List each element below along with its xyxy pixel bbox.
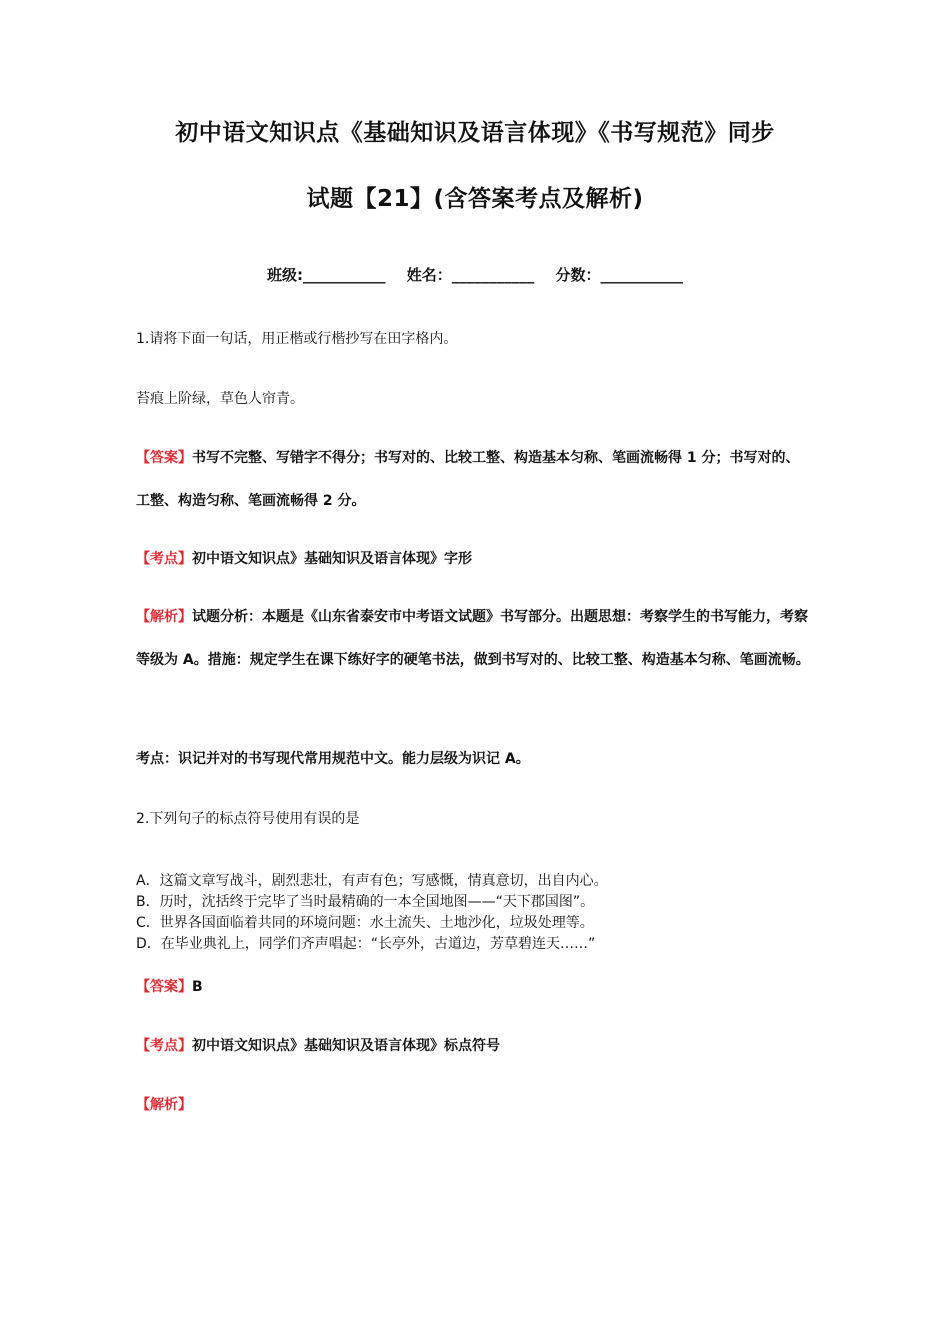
q1-prompt: 1.请将下面一句话，用正楷或行楷抄写在田字格内。 bbox=[136, 331, 458, 347]
q1-sentence: 苔痕上阶绿，草色人帘青。 bbox=[136, 391, 304, 407]
q2-answer-text: B bbox=[192, 979, 203, 995]
q2-analysis-tag: 【解析】 bbox=[136, 1097, 192, 1113]
q2-analysis bbox=[136, 1095, 826, 1115]
class-field: 班级:___________ bbox=[267, 266, 386, 284]
q1-analysis-tag: 【解析】 bbox=[136, 609, 192, 625]
q2-point bbox=[136, 1036, 826, 1056]
q1-analysis bbox=[136, 596, 811, 682]
q2-option-c: C．世界各国面临着共同的环境问题：水土流失、土地沙化，垃圾处理等。 bbox=[136, 915, 594, 931]
q2-point-text: 初中语文知识点》基础知识及语言体现》标点符号 bbox=[192, 1038, 500, 1054]
q2-options bbox=[136, 871, 826, 955]
q1-point-text: 初中语文知识点》基础知识及语言体现》字形 bbox=[192, 551, 472, 567]
q1-analysis-text: 试题分析：本题是《山东省泰安市中考语文试题》书写部分。出题思想：考察学生的书写能力，考察等级为 A。措施：规定学生在课下练好字的硬笔书法，做到书写对的、比较工整、构造基本匀称、笔画流畅。 bbox=[136, 609, 810, 668]
q2-option-a: A．这篇文章写战斗，剧烈悲壮，有声有色；写感慨，情真意切，出自内心。 bbox=[136, 873, 608, 889]
document-title-line1: 初中语文知识点《基础知识及语言体现》《书写规范》同步 bbox=[175, 120, 775, 146]
q1-answer-text: 书写不完整、写错字不得分；书写对的、比较工整、构造基本匀称、笔画流畅得 1 分；书写对的、工整、构造匀称、笔画流畅得 2 分。 bbox=[136, 450, 800, 509]
score-field: 分数：___________ bbox=[555, 266, 683, 284]
q2-option-d: D．在毕业典礼上，同学们齐声唱起：“长亭外，古道边，芳草碧连天……” bbox=[136, 936, 596, 952]
q1-answer bbox=[136, 437, 806, 523]
q1-point-note: 考点：识记并对的书写现代常用规范中文。能力层级为识记 A。 bbox=[136, 751, 530, 767]
q1-answer-tag: 【答案】 bbox=[136, 450, 192, 466]
q2-option-b: B．历时，沈括终于完毕了当时最精确的一本全国地图——“天下郡国图”。 bbox=[136, 894, 595, 910]
name-field: 姓名：___________ bbox=[406, 266, 535, 284]
q2-answer-tag: 【答案】 bbox=[136, 979, 192, 995]
q2-answer bbox=[136, 977, 826, 997]
q2-prompt: 2.下列句子的标点符号使用有误的是 bbox=[136, 811, 360, 827]
document-title-line2: 试题【21】(含答案考点及解析) bbox=[306, 186, 644, 212]
q1-point bbox=[136, 549, 826, 569]
q1-point-tag: 【考点】 bbox=[136, 551, 192, 567]
q2-point-tag: 【考点】 bbox=[136, 1038, 192, 1054]
student-info-line bbox=[0, 264, 950, 285]
